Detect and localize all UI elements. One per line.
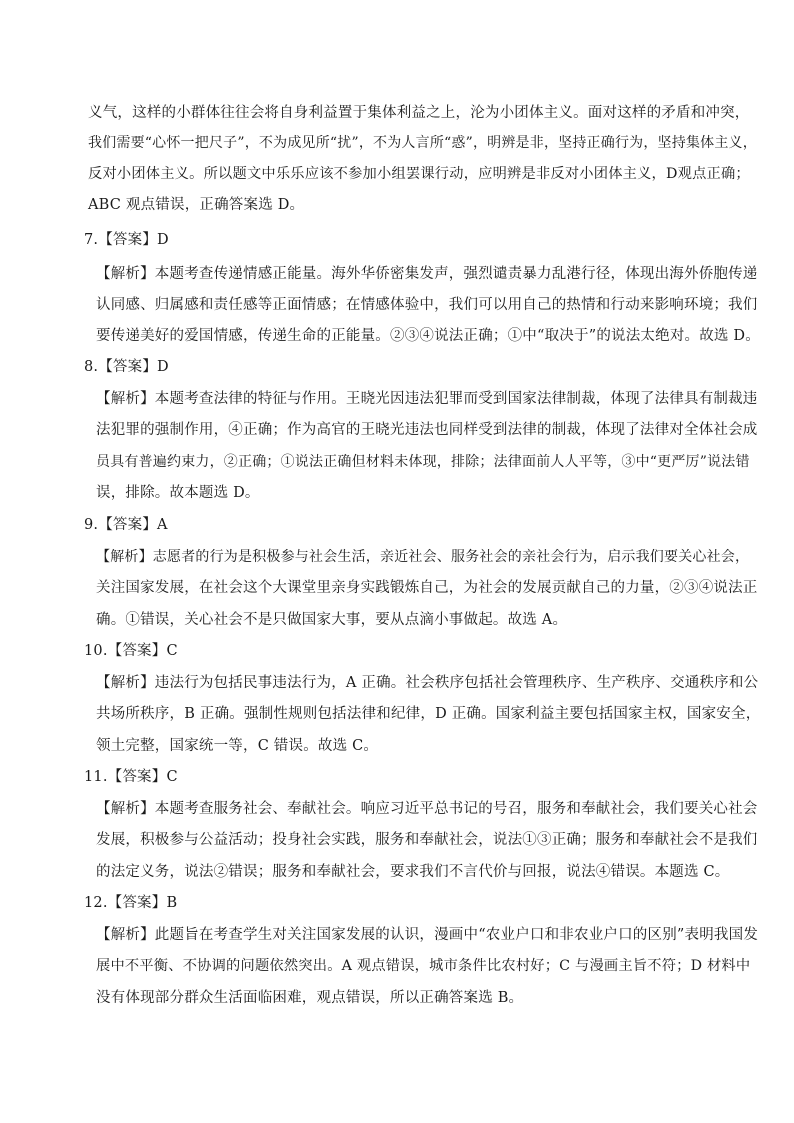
intro-line: 义气，这样的小群体往往会将自身利益置于集体利益之上，沦为小团体主义。面对这样的矛盾和冲突，	[88, 105, 750, 121]
analysis-line: 确。①错误，关心社会不是只做国家大事，要从点滴小事做起。故选 A。	[96, 612, 568, 628]
analysis-line: 共场所秩序，B 正确。强制性规则包括法律和纪律，D 正确。国家利益主要包括国家主权，国家安全，	[96, 706, 761, 722]
analysis-line: 关注国家发展，在社会这个大课堂里亲身实践锻炼自己，为社会的发展贡献自己的力量，②③④说法正	[96, 580, 758, 596]
answer-9: 9.【答案】A	[84, 517, 168, 533]
analysis-line: 认同感、归属感和责任感等正面情感；在情感体验中，我们可以用自己的热情和行动来影响环境；我们	[96, 297, 758, 313]
analysis-line: 领土完整，国家统一等，C 错误。故选 C。	[96, 738, 379, 754]
analysis-line: 误，排除。故本题选 D。	[96, 485, 260, 501]
analysis-line: 法犯罪的强制作用，④正确；作为高官的王晓光违法也同样受到法律的制裁，体现了法律对全体社会成	[96, 422, 758, 438]
analysis-line: 【解析】此题旨在考查学生对关注国家发展的认识，漫画中“农业户口和非农业户口的区别”表明我国发	[96, 927, 759, 943]
analysis-line: 【解析】本题考查法律的特征与作用。王晓光因违法犯罪而受到国家法律制裁，体现了法律具有制裁违	[96, 391, 758, 407]
answer-8: 8.【答案】D	[84, 359, 169, 375]
analysis-line: 要传递美好的爱国情感，传递生命的正能量。②③④说法正确；①中“取决于”的说法太绝对。故选 D。	[96, 328, 760, 344]
answer-7: 7.【答案】D	[84, 232, 169, 248]
answer-10: 10.【答案】C	[84, 643, 178, 659]
answer-12: 12.【答案】B	[84, 895, 178, 911]
intro-line: 我们需要“心怀一把尺子”，不为成见所“扰”，不为人言所“惑”，明辨是非，坚持正确行为，坚持集体主义，	[88, 135, 757, 151]
intro-line: ABC 观点错误，正确答案选 D。	[88, 197, 305, 213]
analysis-line: 员具有普遍约束力，②正确；①说法正确但材料未体现，排除；法律面前人人平等，③中“更严厉”说法错	[96, 454, 750, 470]
analysis-line: 【解析】违法行为包括民事违法行为，A 正确。社会秩序包括社会管理秩序、生产秩序、交通秩序和公	[96, 675, 759, 691]
answer-11: 11.【答案】C	[84, 769, 178, 785]
analysis-line: 没有体现部分群众生活面临困难，观点错误，所以正确答案选 B。	[96, 990, 524, 1006]
analysis-line: 【解析】本题考查传递情感正能量。海外华侨密集发声，强烈谴责暴力乱港行径，体现出海外侨胞传递	[96, 266, 758, 282]
analysis-line: 展中不平衡、不协调的问题依然突出。A 观点错误，城市条件比农村好；C 与漫画主旨不符；D 材料中	[96, 958, 751, 974]
analysis-line: 【解析】志愿者的行为是积极参与社会生活，亲近社会、服务社会的亲社会行为，启示我们要关心社会，	[96, 549, 750, 565]
analysis-line: 发展，积极参与公益活动；投身社会实践，服务和奉献社会，说法①③正确；服务和奉献社会不是我们	[96, 832, 758, 848]
intro-line: 反对小团体主义。所以题文中乐乐应该不参加小组罢课行动，应明辨是非反对小团体主义，D观点正确；	[88, 166, 750, 182]
analysis-line: 【解析】本题考查服务社会、奉献社会。响应习近平总书记的号召，服务和奉献社会，我们要关心社会	[96, 801, 758, 817]
analysis-line: 的法定义务，说法②错误；服务和奉献社会，要求我们不言代价与回报，说法④错误。本题选 C。	[96, 864, 730, 880]
